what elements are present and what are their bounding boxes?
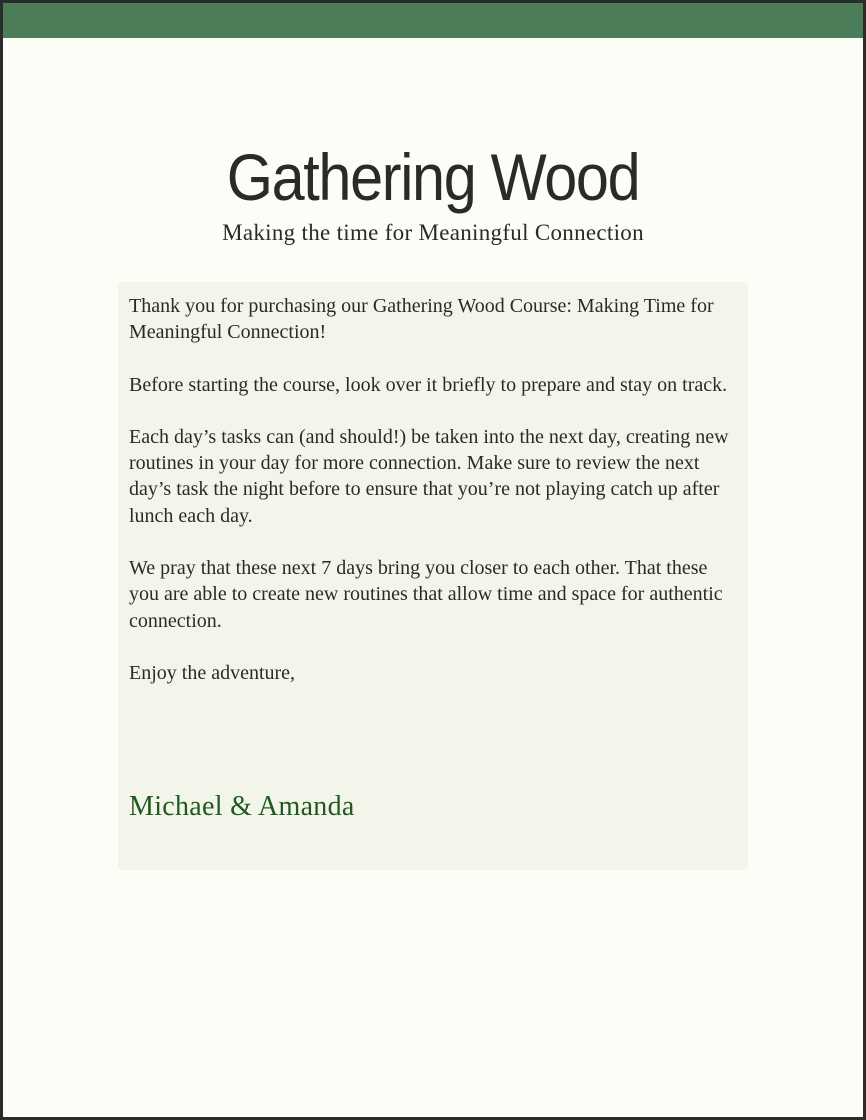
letter-paragraph-4: We pray that these next 7 days bring you closer to each other. That these you are able to create new routines that allow time and space for authentic connection. (129, 557, 723, 632)
letter-paragraph-2: Before starting the course, look over it briefly to prepare and stay on track. (129, 373, 728, 396)
letter-card (118, 282, 748, 870)
letter-paragraph-1: Thank you for purchasing our Gathering Wood Course: Making Time for Meaningful Connection! (129, 295, 714, 344)
letter-paragraph-3: Each day’s tasks can (and should!) be taken into the next day, creating new routines in your day for more connection. Make sure to review the next day’s task the night before to ensure that you’re not playing catch up after lunch each day. (129, 425, 729, 527)
page-subtitle: Making the time for Meaningful Connection (222, 220, 644, 245)
letter-signature: Michael & Amanda (129, 791, 355, 822)
header-color-bar (3, 3, 863, 38)
page-title: Gathering Wood (226, 140, 640, 214)
letter-signoff: Enjoy the adventure, (129, 661, 296, 684)
